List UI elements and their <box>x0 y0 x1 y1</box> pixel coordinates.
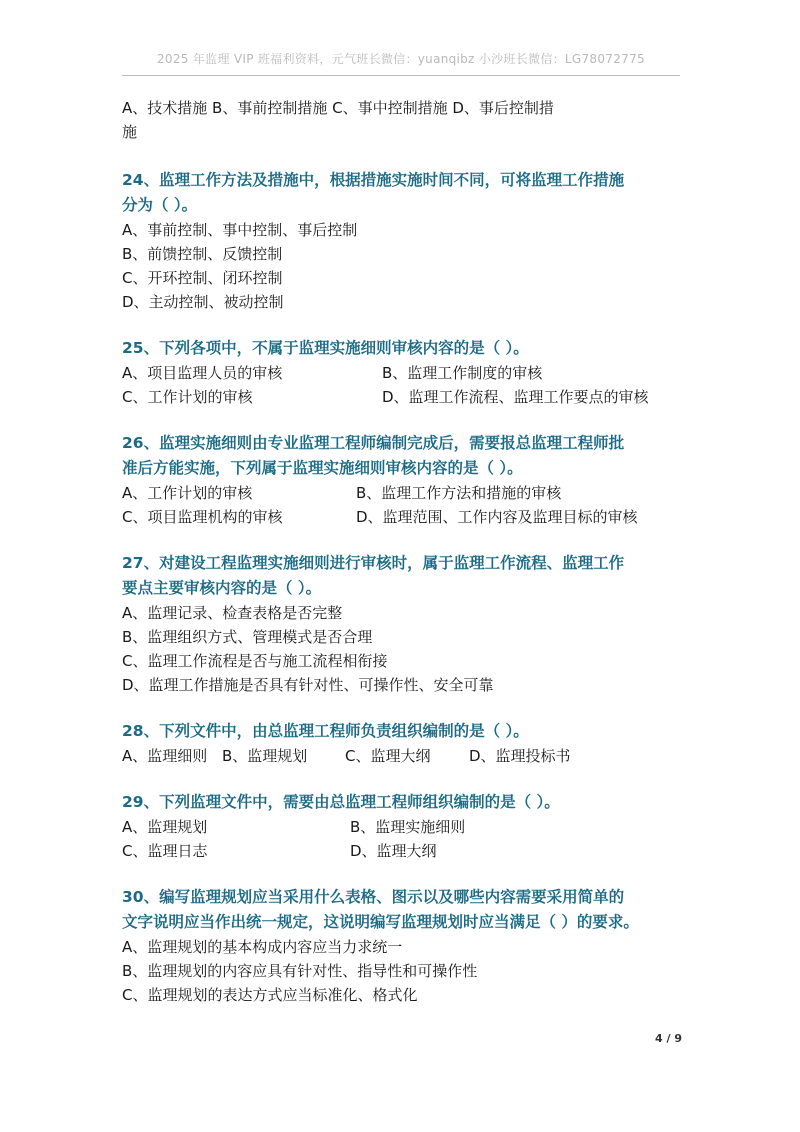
option-b: B、前馈控制、反馈控制 <box>122 245 283 263</box>
option-d: D、监理大纲 <box>350 842 437 860</box>
option-c: C、监理工作流程是否与施工流程相衔接 <box>122 652 388 670</box>
option-d: D、监理工作措施是否具有针对性、可操作性、安全可靠 <box>122 676 494 694</box>
question-26 <box>122 431 682 529</box>
question-24 <box>122 168 682 314</box>
option-d: D、主动控制、被动控制 <box>122 293 284 311</box>
option-b: B、监理规划 <box>222 747 308 765</box>
question-title: 29、下列监理文件中，需要由总监理工程师组织编制的是（ ）。 <box>122 793 560 811</box>
option-c: C、开环控制、闭环控制 <box>122 269 283 287</box>
question-title: 26、监理实施细则由专业监理工程师编制完成后，需要报总监理工程师批 <box>122 434 625 452</box>
option-row <box>122 361 682 385</box>
header-divider <box>122 75 680 76</box>
question-title-cont: 文字说明应当作出统一规定，这说明编写监理规划时应当满足（ ）的要求。 <box>122 913 639 931</box>
option-row <box>122 744 682 768</box>
question-title: 24、监理工作方法及措施中，根据措施实施时间不同，可将监理工作措施 <box>122 171 625 189</box>
option-c: C、监理日志 <box>122 842 208 860</box>
option-a: A、监理规划的基本构成内容应当力求统一 <box>122 938 403 956</box>
option-d: D、监理投标书 <box>469 747 571 765</box>
option-d: D、监理工作流程、监理工作要点的审核 <box>382 388 649 406</box>
question-title-cont: 准后方能实施，下列属于监理实施细则审核内容的是（ ）。 <box>122 459 523 477</box>
question-25 <box>122 336 682 409</box>
option-row <box>122 839 682 863</box>
option-a: A、监理记录、检查表格是否完整 <box>122 604 343 622</box>
option-b: B、监理实施细则 <box>350 818 466 836</box>
q23-options-wrap: 施 <box>122 123 138 141</box>
option-b: B、监理工作方法和措施的审核 <box>356 484 562 502</box>
question-28 <box>122 719 682 768</box>
option-a: A、事前控制、事中控制、事后控制 <box>122 221 358 239</box>
option-d: D、监理范围、工作内容及监理目标的审核 <box>356 508 638 526</box>
question-30 <box>122 885 682 1007</box>
option-b: B、监理组织方式、管理模式是否合理 <box>122 628 373 646</box>
q23-options-line: A、技术措施 B、事前控制措施 C、事中控制措施 D、事后控制措 <box>122 99 554 117</box>
option-row <box>122 505 682 529</box>
option-c: C、工作计划的审核 <box>122 388 253 406</box>
page-header-watermark: 2025 年监理 VIP 班福利资料，元气班长微信：yuanqibz 小沙班长微信：LG78072775 <box>157 52 645 66</box>
document-body <box>122 96 682 1007</box>
option-b: B、监理工作制度的审核 <box>382 364 543 382</box>
option-row <box>122 385 682 409</box>
question-title-cont: 分为（ ）。 <box>122 196 198 214</box>
question-title: 27、对建设工程监理实施细则进行审核时，属于监理工作流程、监理工作 <box>122 554 625 572</box>
question-title: 28、下列文件中，由总监理工程师负责组织编制的是（ ）。 <box>122 722 529 740</box>
option-row <box>122 815 682 839</box>
option-a: A、监理细则 <box>122 747 208 765</box>
option-c: C、监理大纲 <box>345 747 431 765</box>
question-title: 30、编写监理规划应当采用什么表格、图示以及哪些内容需要采用简单的 <box>122 888 625 906</box>
option-c: C、监理规划的表达方式应当标准化、格式化 <box>122 986 418 1004</box>
question-27 <box>122 551 682 697</box>
option-a: A、项目监理人员的审核 <box>122 364 283 382</box>
option-c: C、项目监理机构的审核 <box>122 508 283 526</box>
option-b: B、监理规划的内容应具有针对性、指导性和可操作性 <box>122 962 478 980</box>
option-row <box>122 481 682 505</box>
question-29 <box>122 790 682 863</box>
page-number: 4 / 9 <box>655 1032 682 1045</box>
question-title-cont: 要点主要审核内容的是（ ）。 <box>122 579 322 597</box>
question-title: 25、下列各项中，不属于监理实施细则审核内容的是（ ）。 <box>122 339 529 357</box>
option-a: A、工作计划的审核 <box>122 484 253 502</box>
option-a: A、监理规划 <box>122 818 208 836</box>
